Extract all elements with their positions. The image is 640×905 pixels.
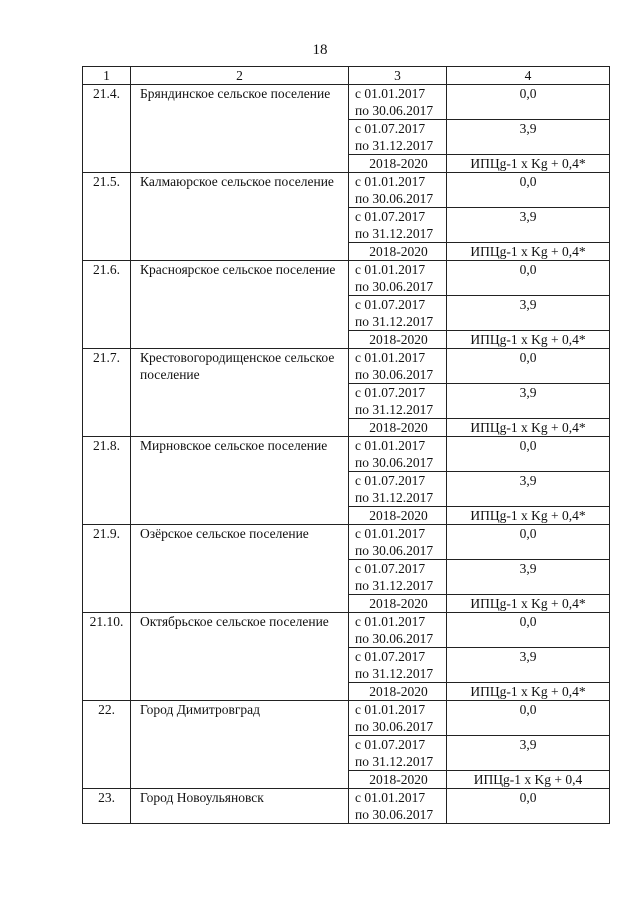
period-line: по 30.06.2017 bbox=[355, 543, 434, 558]
period-cell bbox=[349, 243, 447, 261]
value-cell: ИПЦg-1 х Kg + 0,4* bbox=[447, 595, 610, 613]
row-number: 21.7. bbox=[83, 349, 131, 437]
period-line: 2018-2020 bbox=[369, 244, 428, 259]
settlement-name: Город Новоульяновск bbox=[131, 789, 349, 824]
period-line: по 30.06.2017 bbox=[355, 455, 434, 470]
period-line: 2018-2020 bbox=[369, 596, 428, 611]
period-line: по 30.06.2017 bbox=[355, 807, 434, 822]
period-line: с 01.01.2017 bbox=[355, 614, 426, 629]
period-line: 2018-2020 bbox=[369, 156, 428, 171]
period-line: по 31.12.2017 bbox=[355, 754, 434, 769]
value-cell: 3,9 bbox=[447, 560, 610, 595]
period-line: 2018-2020 bbox=[369, 684, 428, 699]
table-row bbox=[83, 701, 610, 736]
period-cell bbox=[349, 701, 447, 736]
value-cell: 3,9 bbox=[447, 736, 610, 771]
period-line: 2018-2020 bbox=[369, 332, 428, 347]
period-line: с 01.01.2017 bbox=[355, 174, 426, 189]
period-cell bbox=[349, 789, 447, 824]
value-cell: 3,9 bbox=[447, 296, 610, 331]
settlement-name: Красноярское сельское поселение bbox=[131, 261, 349, 349]
period-line: по 30.06.2017 bbox=[355, 631, 434, 646]
period-cell bbox=[349, 155, 447, 173]
tariff-table bbox=[82, 66, 610, 824]
period-line: 2018-2020 bbox=[369, 772, 428, 787]
table-row bbox=[83, 349, 610, 384]
period-cell bbox=[349, 208, 447, 243]
period-line: с 01.07.2017 bbox=[355, 385, 426, 400]
value-cell: 0,0 bbox=[447, 525, 610, 560]
value-cell: ИПЦg-1 х Kg + 0,4 bbox=[447, 771, 610, 789]
row-number: 21.8. bbox=[83, 437, 131, 525]
settlement-name: Бряндинское сельское поселение bbox=[131, 85, 349, 173]
settlement-name: Озёрское сельское поселение bbox=[131, 525, 349, 613]
value-cell: 0,0 bbox=[447, 437, 610, 472]
value-cell: 3,9 bbox=[447, 648, 610, 683]
period-line: с 01.07.2017 bbox=[355, 561, 426, 576]
value-cell: 3,9 bbox=[447, 384, 610, 419]
period-cell bbox=[349, 736, 447, 771]
period-line: с 01.01.2017 bbox=[355, 790, 426, 805]
row-number: 22. bbox=[83, 701, 131, 789]
period-cell bbox=[349, 525, 447, 560]
settlement-name: Город Димитровград bbox=[131, 701, 349, 789]
period-line: 2018-2020 bbox=[369, 508, 428, 523]
settlement-name: Мирновское сельское поселение bbox=[131, 437, 349, 525]
row-number: 21.10. bbox=[83, 613, 131, 701]
period-line: по 31.12.2017 bbox=[355, 314, 434, 329]
period-cell bbox=[349, 472, 447, 507]
value-cell: 0,0 bbox=[447, 261, 610, 296]
period-cell bbox=[349, 331, 447, 349]
period-line: по 31.12.2017 bbox=[355, 666, 434, 681]
value-cell: 3,9 bbox=[447, 208, 610, 243]
period-line: с 01.01.2017 bbox=[355, 702, 426, 717]
table-row bbox=[83, 85, 610, 120]
period-line: 2018-2020 bbox=[369, 420, 428, 435]
table-row bbox=[83, 173, 610, 208]
period-cell bbox=[349, 384, 447, 419]
value-cell: ИПЦg-1 х Kg + 0,4* bbox=[447, 331, 610, 349]
period-line: по 31.12.2017 bbox=[355, 402, 434, 417]
value-cell: 0,0 bbox=[447, 85, 610, 120]
page-number: 18 bbox=[312, 42, 328, 58]
column-header: 3 bbox=[349, 67, 447, 85]
settlement-name: Крестовогородищенское сельское поселение bbox=[131, 349, 349, 437]
period-cell bbox=[349, 85, 447, 120]
value-cell: ИПЦg-1 х Kg + 0,4* bbox=[447, 683, 610, 701]
table-row bbox=[83, 789, 610, 824]
period-line: по 31.12.2017 bbox=[355, 578, 434, 593]
value-cell: 0,0 bbox=[447, 789, 610, 824]
period-line: по 30.06.2017 bbox=[355, 279, 434, 294]
table-row bbox=[83, 261, 610, 296]
value-cell: 3,9 bbox=[447, 120, 610, 155]
period-line: по 30.06.2017 bbox=[355, 191, 434, 206]
value-cell: 0,0 bbox=[447, 701, 610, 736]
table-body bbox=[83, 85, 610, 824]
value-cell: 0,0 bbox=[447, 173, 610, 208]
period-cell bbox=[349, 296, 447, 331]
period-cell bbox=[349, 683, 447, 701]
period-cell bbox=[349, 120, 447, 155]
period-line: с 01.07.2017 bbox=[355, 737, 426, 752]
value-cell: ИПЦg-1 х Kg + 0,4* bbox=[447, 243, 610, 261]
value-cell: ИПЦg-1 х Kg + 0,4* bbox=[447, 155, 610, 173]
settlement-name: Калмаюрское сельское поселение bbox=[131, 173, 349, 261]
table-row bbox=[83, 525, 610, 560]
period-line: по 30.06.2017 bbox=[355, 719, 434, 734]
period-line: с 01.07.2017 bbox=[355, 297, 426, 312]
period-line: с 01.07.2017 bbox=[355, 649, 426, 664]
period-line: с 01.07.2017 bbox=[355, 473, 426, 488]
period-cell bbox=[349, 595, 447, 613]
table-row bbox=[83, 437, 610, 472]
period-cell bbox=[349, 613, 447, 648]
row-number: 23. bbox=[83, 789, 131, 824]
period-cell bbox=[349, 349, 447, 384]
period-cell bbox=[349, 419, 447, 437]
header-row bbox=[83, 67, 610, 85]
table-row bbox=[83, 613, 610, 648]
value-cell: ИПЦg-1 х Kg + 0,4* bbox=[447, 507, 610, 525]
settlement-name: Октябрьское сельское поселение bbox=[131, 613, 349, 701]
row-number: 21.6. bbox=[83, 261, 131, 349]
value-cell: 3,9 bbox=[447, 472, 610, 507]
period-line: с 01.01.2017 bbox=[355, 526, 426, 541]
period-line: по 31.12.2017 bbox=[355, 138, 434, 153]
period-cell bbox=[349, 437, 447, 472]
column-header: 2 bbox=[131, 67, 349, 85]
period-line: с 01.01.2017 bbox=[355, 262, 426, 277]
row-number: 21.5. bbox=[83, 173, 131, 261]
period-line: по 31.12.2017 bbox=[355, 490, 434, 505]
row-number: 21.4. bbox=[83, 85, 131, 173]
column-header: 4 bbox=[447, 67, 610, 85]
period-line: с 01.01.2017 bbox=[355, 350, 426, 365]
column-header: 1 bbox=[83, 67, 131, 85]
value-cell: ИПЦg-1 х Kg + 0,4* bbox=[447, 419, 610, 437]
period-line: по 31.12.2017 bbox=[355, 226, 434, 241]
period-line: с 01.07.2017 bbox=[355, 209, 426, 224]
period-cell bbox=[349, 507, 447, 525]
period-line: с 01.01.2017 bbox=[355, 86, 426, 101]
period-cell bbox=[349, 771, 447, 789]
period-cell bbox=[349, 261, 447, 296]
period-line: с 01.07.2017 bbox=[355, 121, 426, 136]
value-cell: 0,0 bbox=[447, 349, 610, 384]
period-line: по 30.06.2017 bbox=[355, 367, 434, 382]
period-line: по 30.06.2017 bbox=[355, 103, 434, 118]
value-cell: 0,0 bbox=[447, 613, 610, 648]
period-line: с 01.01.2017 bbox=[355, 438, 426, 453]
period-cell bbox=[349, 173, 447, 208]
period-cell bbox=[349, 560, 447, 595]
period-cell bbox=[349, 648, 447, 683]
row-number: 21.9. bbox=[83, 525, 131, 613]
